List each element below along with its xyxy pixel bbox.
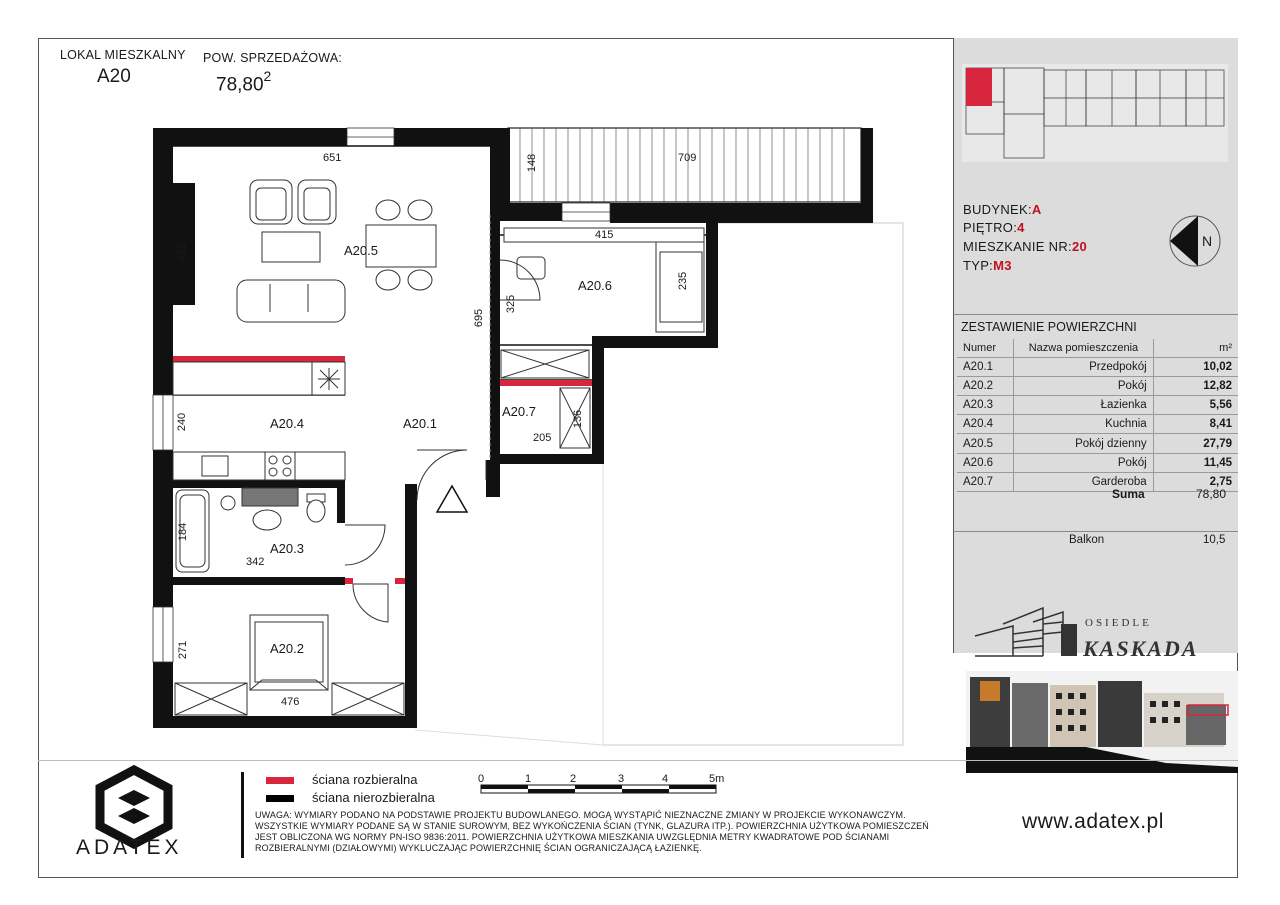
divider: [953, 314, 1238, 315]
dim-325: 325: [505, 294, 518, 314]
dim-205: 205: [533, 432, 552, 444]
info-mieszkanie: [963, 239, 1087, 254]
row-num: A20.6: [957, 453, 1014, 472]
entrance-marker: [437, 486, 467, 512]
col-m2: m²: [1153, 339, 1238, 358]
areas-title: ZESTAWIENIE POWIERZCHNI: [961, 320, 1137, 334]
row-area: 27,79: [1153, 434, 1238, 453]
table-row: [957, 434, 1238, 453]
row-name: Przedpokój: [1014, 358, 1153, 377]
dim-148: 148: [526, 153, 539, 173]
row-name: Garderoba: [1014, 472, 1153, 491]
kaskada-main-text: KASKADA: [1083, 636, 1199, 661]
lokal-value: A20: [97, 66, 131, 87]
doors: [345, 260, 540, 622]
adatex-text: ADATEX: [76, 836, 183, 859]
row-area: 2,75: [1153, 472, 1238, 491]
divider: [38, 760, 1238, 761]
suma-label: Suma: [1112, 487, 1145, 501]
kaskada-logo: [973, 604, 1231, 662]
table-row: [957, 415, 1238, 434]
scale-5m: 5m: [709, 773, 725, 785]
row-name: Kuchnia: [1014, 415, 1153, 434]
room-label-a20-1: A20.1: [403, 416, 437, 431]
col-numer: Numer: [957, 339, 1014, 358]
row-area: 12,82: [1153, 377, 1238, 396]
room-label-a20-6: A20.6: [578, 278, 612, 293]
key-plan: [962, 64, 1228, 162]
scale-1: 1: [525, 773, 532, 785]
scale-3: 3: [618, 773, 625, 785]
table-row: [957, 396, 1238, 415]
north-label: N: [1202, 233, 1213, 249]
row-area: 10,02: [1153, 358, 1238, 377]
row-num: A20.4: [957, 415, 1014, 434]
website-link[interactable]: www.adatex.pl: [1022, 810, 1164, 833]
room-label-a20-4: A20.4: [270, 416, 304, 431]
dim-136: 136: [572, 409, 585, 429]
legend-nonremovable-swatch: [266, 795, 294, 802]
row-area: 8,41: [1153, 415, 1238, 434]
typ-label: TYP:: [963, 258, 994, 273]
typ-value: M3: [993, 258, 1012, 273]
row-name: Pokój dzienny: [1014, 434, 1153, 453]
dim-476: 476: [281, 696, 300, 708]
dim-271: 271: [177, 640, 190, 660]
legend-nonremovable-label: ściana nierozbieralna: [312, 790, 435, 805]
disclaimer-note: UWAGA: WYMIARY PODANO NA PODSTAWIE PROJEKTU BUDOWLANEGO. MOGĄ WYSTĄPIĆ NIEZNACZNE ZMIANY W PROJEKCIE WYKONAWCZYM. WSZYSTKIE WYMIARY PODANE SĄ W STANIE SUROWYM, BEZ WYKOŃCZENIA ŚCIAN (TYNK, GLAZURA ITP.). POWIERZCHNIA UŻYTKOWA POMIESZCZEŃ JEST OBLICZONA WG NORMY PN-ISO 9836:2011. POWIERZCHNIA UŻYTKOWA MIESZKANIA UWZGLĘDNIA METRY KWADRATOWE POD ŚCIANAMI ROZBIERALNYMI (DZIAŁOWYMI) WYKLUCZAJĄC POWIERZCHNIĘ ŚCIAN OGRANICZAJĄCĄ ŁAZIENKĘ.: [255, 810, 929, 853]
divider: [953, 531, 1238, 532]
dim-235: 235: [677, 271, 690, 291]
lokal-label: LOKAL MIESZKALNY: [60, 48, 186, 62]
legend-removable-label: ściana rozbieralna: [312, 772, 418, 787]
row-num: A20.2: [957, 377, 1014, 396]
dim-695: 695: [473, 308, 486, 328]
info-typ: [963, 258, 1012, 273]
areas-header-row: [957, 339, 1238, 358]
col-nazwa: Nazwa pomieszczenia: [1014, 339, 1153, 358]
row-name: Pokój: [1014, 453, 1153, 472]
row-name: Łazienka: [1014, 396, 1153, 415]
mieszkanie-value: 20: [1071, 239, 1087, 254]
scale-4: 4: [662, 773, 669, 785]
budynek-value: A: [1031, 202, 1042, 217]
north-arrow-icon: [1166, 212, 1224, 270]
mieszkanie-label: MIESZKANIE NR:: [963, 239, 1072, 254]
row-num: A20.7: [957, 472, 1014, 491]
pow-number: 78,80: [216, 74, 264, 96]
row-num: A20.5: [957, 434, 1014, 453]
table-row: [957, 377, 1238, 396]
dim-415: 415: [595, 229, 614, 241]
divider: [241, 772, 244, 858]
suma-value: 78,80: [1196, 487, 1227, 501]
key-plan-highlight: [966, 68, 992, 106]
dim-709: 709: [678, 152, 697, 164]
scale-bar: [478, 782, 728, 798]
info-pietro: [963, 220, 1025, 235]
pow-unit: 2: [263, 68, 272, 84]
row-area: 11,45: [1153, 453, 1238, 472]
row-name: Pokój: [1014, 377, 1153, 396]
table-row: [957, 453, 1238, 472]
kitchen-furniture: [173, 362, 345, 480]
room-label-a20-5: A20.5: [344, 243, 378, 258]
room-label-a20-3: A20.3: [270, 541, 304, 556]
info-budynek: [963, 202, 1042, 217]
legend-removable-swatch: [266, 777, 294, 784]
table-row: [957, 358, 1238, 377]
dim-651: 651: [323, 152, 342, 164]
dim-240: 240: [176, 412, 189, 432]
room-label-a20-2: A20.2: [270, 641, 304, 656]
dim-184: 184: [177, 522, 190, 542]
dim-431: 431: [176, 243, 189, 263]
row-num: A20.1: [957, 358, 1014, 377]
pietro-label: PIĘTRO:: [963, 220, 1018, 235]
row-num: A20.3: [957, 396, 1014, 415]
balkon-value: 10,5: [1203, 534, 1226, 546]
balkon-label: Balkon: [1069, 534, 1105, 546]
kaskada-top-text: OSIEDLE: [1085, 617, 1152, 629]
living-furniture: [237, 180, 436, 322]
room-label-a20-7: A20.7: [502, 404, 536, 419]
budynek-label: BUDYNEK:: [963, 202, 1032, 217]
pietro-value: 4: [1017, 220, 1025, 235]
areas-table: [957, 339, 1238, 492]
row-area: 5,56: [1153, 396, 1238, 415]
scale-0: 0: [478, 773, 485, 785]
scale-2: 2: [570, 773, 577, 785]
building-render: [966, 671, 1238, 773]
pow-label: POW. SPRZEDAŻOWA:: [203, 51, 343, 65]
dim-342: 342: [246, 556, 265, 568]
